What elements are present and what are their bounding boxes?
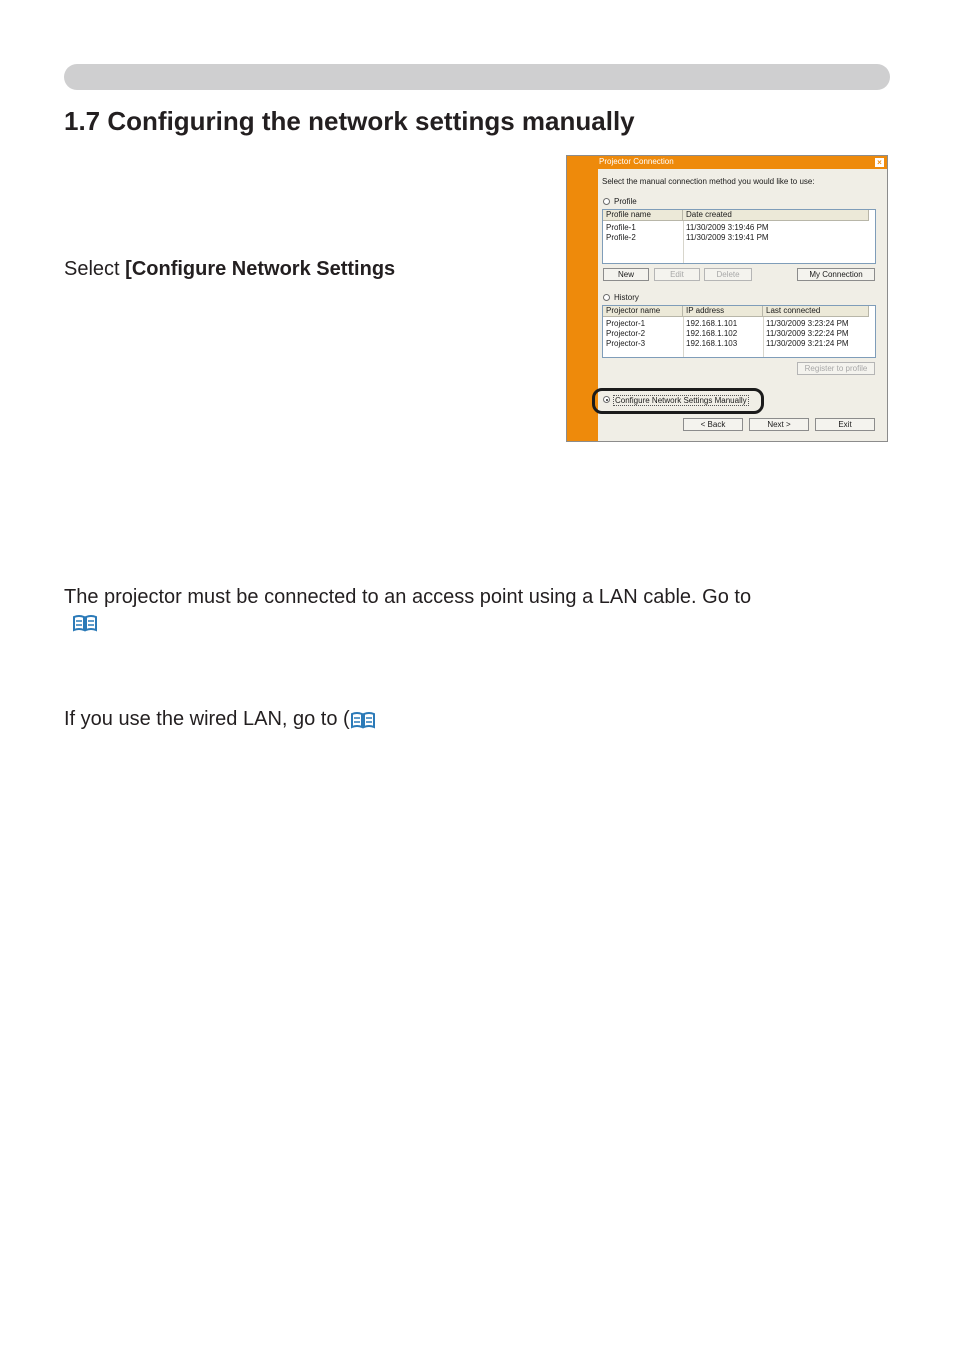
table-cell[interactable]: Projector-2 xyxy=(606,329,646,338)
profile-table-header xyxy=(603,210,869,221)
table-cell[interactable]: 192.168.1.101 xyxy=(686,319,738,328)
highlight-ring xyxy=(592,388,764,414)
select-instruction xyxy=(64,258,395,281)
profile-radio[interactable] xyxy=(603,198,610,205)
dialog-body xyxy=(598,169,887,442)
table-cell[interactable]: 11/30/2009 3:19:46 PM xyxy=(686,223,769,232)
select-prefix: Select xyxy=(64,258,126,280)
column-header[interactable]: IP address xyxy=(683,306,763,316)
dialog-title: Projector Connection xyxy=(599,157,674,166)
wired-lan-text: If you use the wired LAN, go to ( xyxy=(64,708,350,730)
table-cell[interactable]: 11/30/2009 3:19:41 PM xyxy=(686,233,769,242)
projector-connection-dialog xyxy=(566,155,888,442)
register-to-profile-button[interactable]: Register to profile xyxy=(797,362,875,375)
book-icon[interactable] xyxy=(72,613,98,633)
dialog-instruction: Select the manual connection method you would like to use: xyxy=(602,177,815,186)
profile-table[interactable] xyxy=(602,209,876,264)
select-option-name: [Configure Network Settings xyxy=(125,258,396,280)
history-table-header xyxy=(603,306,869,317)
table-cell[interactable]: 11/30/2009 3:21:24 PM xyxy=(766,339,849,348)
column-header[interactable]: Profile name xyxy=(603,210,683,220)
profile-radio-label: Profile xyxy=(614,197,637,206)
book-icon[interactable] xyxy=(350,710,376,730)
close-icon[interactable]: × xyxy=(875,158,884,167)
my-connection-button[interactable]: My Connection xyxy=(797,268,875,281)
delete-profile-button[interactable]: Delete xyxy=(704,268,752,281)
manual-config-label[interactable]: Configure Network Settings Manually xyxy=(615,396,747,405)
next-button[interactable]: Next > xyxy=(749,418,809,431)
exit-button[interactable]: Exit xyxy=(815,418,875,431)
edit-profile-button[interactable]: Edit xyxy=(654,268,700,281)
column-header[interactable]: Date created xyxy=(683,210,869,220)
table-cell[interactable]: Profile-1 xyxy=(606,223,636,232)
column-header[interactable]: Projector name xyxy=(603,306,683,316)
table-cell[interactable]: Projector-3 xyxy=(606,339,646,348)
table-cell[interactable]: 11/30/2009 3:23:24 PM xyxy=(766,319,849,328)
projector-instruction: The projector must be connected to an access point using a LAN cable. Go to xyxy=(64,586,752,608)
table-cell[interactable]: 192.168.1.102 xyxy=(686,329,738,338)
history-radio[interactable] xyxy=(603,294,610,301)
column-header[interactable]: Last connected xyxy=(763,306,869,316)
header-bar xyxy=(64,64,890,90)
history-table[interactable] xyxy=(602,305,876,358)
section-heading: 1.7 Configuring the network settings manually xyxy=(64,106,635,136)
history-radio-label: History xyxy=(614,293,639,302)
table-cell[interactable]: 192.168.1.103 xyxy=(686,339,738,348)
wired-lan-instruction xyxy=(64,708,376,731)
new-profile-button[interactable]: New xyxy=(603,268,649,281)
dialog-title-bar xyxy=(567,156,887,169)
table-cell[interactable]: Profile-2 xyxy=(606,233,636,242)
table-cell[interactable]: Projector-1 xyxy=(606,319,646,328)
table-cell[interactable]: 11/30/2009 3:22:24 PM xyxy=(766,329,849,338)
back-button[interactable]: < Back xyxy=(683,418,743,431)
